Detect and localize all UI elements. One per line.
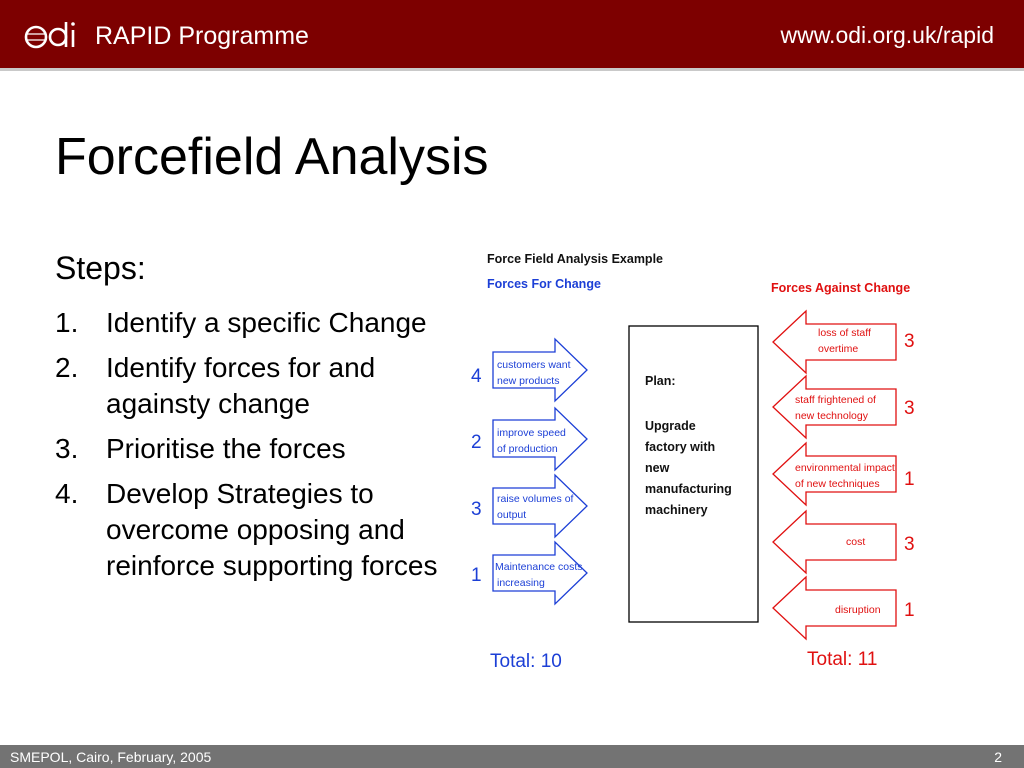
arrow-right-shape [493, 475, 587, 537]
force-field-diagram [460, 245, 960, 685]
odi-logo [24, 20, 78, 50]
force-for-label: customers want [497, 359, 571, 371]
force-against-score: 3 [904, 398, 915, 419]
plan-line: manufacturing [645, 482, 732, 496]
force-against-label: of new techniques [795, 478, 880, 490]
force-for-score: 4 [471, 366, 482, 387]
step-text: Develop Strategies to overcome opposing and reinforce supporting forces [106, 478, 438, 581]
step-number: 2. [55, 352, 79, 383]
step-number: 4. [55, 478, 79, 509]
step-number: 3. [55, 433, 79, 464]
force-against-label: new technology [795, 410, 868, 422]
steps-heading: Steps: [55, 250, 146, 286]
force-against-label: cost [846, 536, 866, 548]
force-for-arrow [471, 408, 587, 470]
plan-line: new [645, 461, 670, 475]
force-for-arrow [471, 542, 587, 604]
steps-list [55, 305, 445, 593]
step-text: Identify a specific Change [106, 307, 427, 338]
page-number: 2 [994, 749, 1002, 765]
plan-line: factory with [645, 440, 716, 454]
total-for: Total: 10 [490, 651, 562, 672]
force-for-label: new products [497, 375, 560, 387]
footer-text: SMEPOL, Cairo, February, 2005 [10, 749, 212, 765]
arrow-right-shape [493, 408, 587, 470]
plan-line: machinery [645, 503, 708, 517]
programme-title: RAPID Programme [95, 22, 309, 50]
force-against-score: 1 [904, 469, 915, 490]
figure-title: Force Field Analysis Example [487, 252, 663, 266]
force-for-label: output [497, 509, 527, 521]
page-title: Forcefield Analysis [55, 128, 489, 186]
force-against-score: 1 [904, 600, 915, 621]
website-url[interactable]: www.odi.org.uk/rapid [780, 22, 994, 48]
total-against: Total: 11 [807, 649, 878, 670]
forces-for-heading: Forces For Change [487, 277, 601, 291]
force-for-score: 1 [471, 565, 482, 586]
step-item [55, 305, 445, 341]
force-against-arrow [773, 511, 915, 573]
force-for-label: improve speed [497, 427, 566, 439]
force-against-arrow [773, 376, 915, 438]
force-against-label: loss of staff [818, 327, 871, 339]
force-for-score: 2 [471, 432, 482, 453]
force-against-label: disruption [835, 604, 881, 616]
step-item [55, 431, 445, 467]
arrow-left-shape [773, 443, 896, 505]
force-for-arrow [471, 475, 587, 537]
plan-label: Plan: [645, 374, 676, 388]
force-against-score: 3 [904, 331, 915, 352]
forces-against-heading: Forces Against Change [771, 281, 911, 295]
force-for-label: Maintenance costs [495, 561, 583, 573]
step-text: Prioritise the forces [106, 433, 346, 464]
plan-line: Upgrade [645, 419, 696, 433]
force-against-score: 3 [904, 534, 915, 555]
force-against-arrow [773, 577, 915, 639]
force-against-label: overtime [818, 343, 859, 355]
force-for-label: increasing [497, 577, 545, 589]
force-against-arrow [773, 311, 915, 373]
step-item [55, 476, 445, 584]
step-number: 1. [55, 307, 79, 338]
force-for-label: of production [497, 443, 558, 455]
force-for-label: raise volumes of [497, 493, 574, 505]
arrow-left-shape [773, 376, 896, 438]
arrow-right-shape [493, 542, 587, 604]
header-divider [0, 68, 1024, 71]
force-against-arrow [773, 443, 915, 505]
force-for-arrow [471, 339, 587, 401]
force-against-label: staff frightened of [795, 394, 876, 406]
step-text: Identify forces for and againsty change [106, 352, 376, 419]
arrow-left-shape [773, 511, 896, 573]
arrow-left-shape [773, 311, 896, 373]
force-against-label: environmental impact [795, 462, 895, 474]
force-for-score: 3 [471, 499, 482, 520]
step-item [55, 350, 445, 422]
